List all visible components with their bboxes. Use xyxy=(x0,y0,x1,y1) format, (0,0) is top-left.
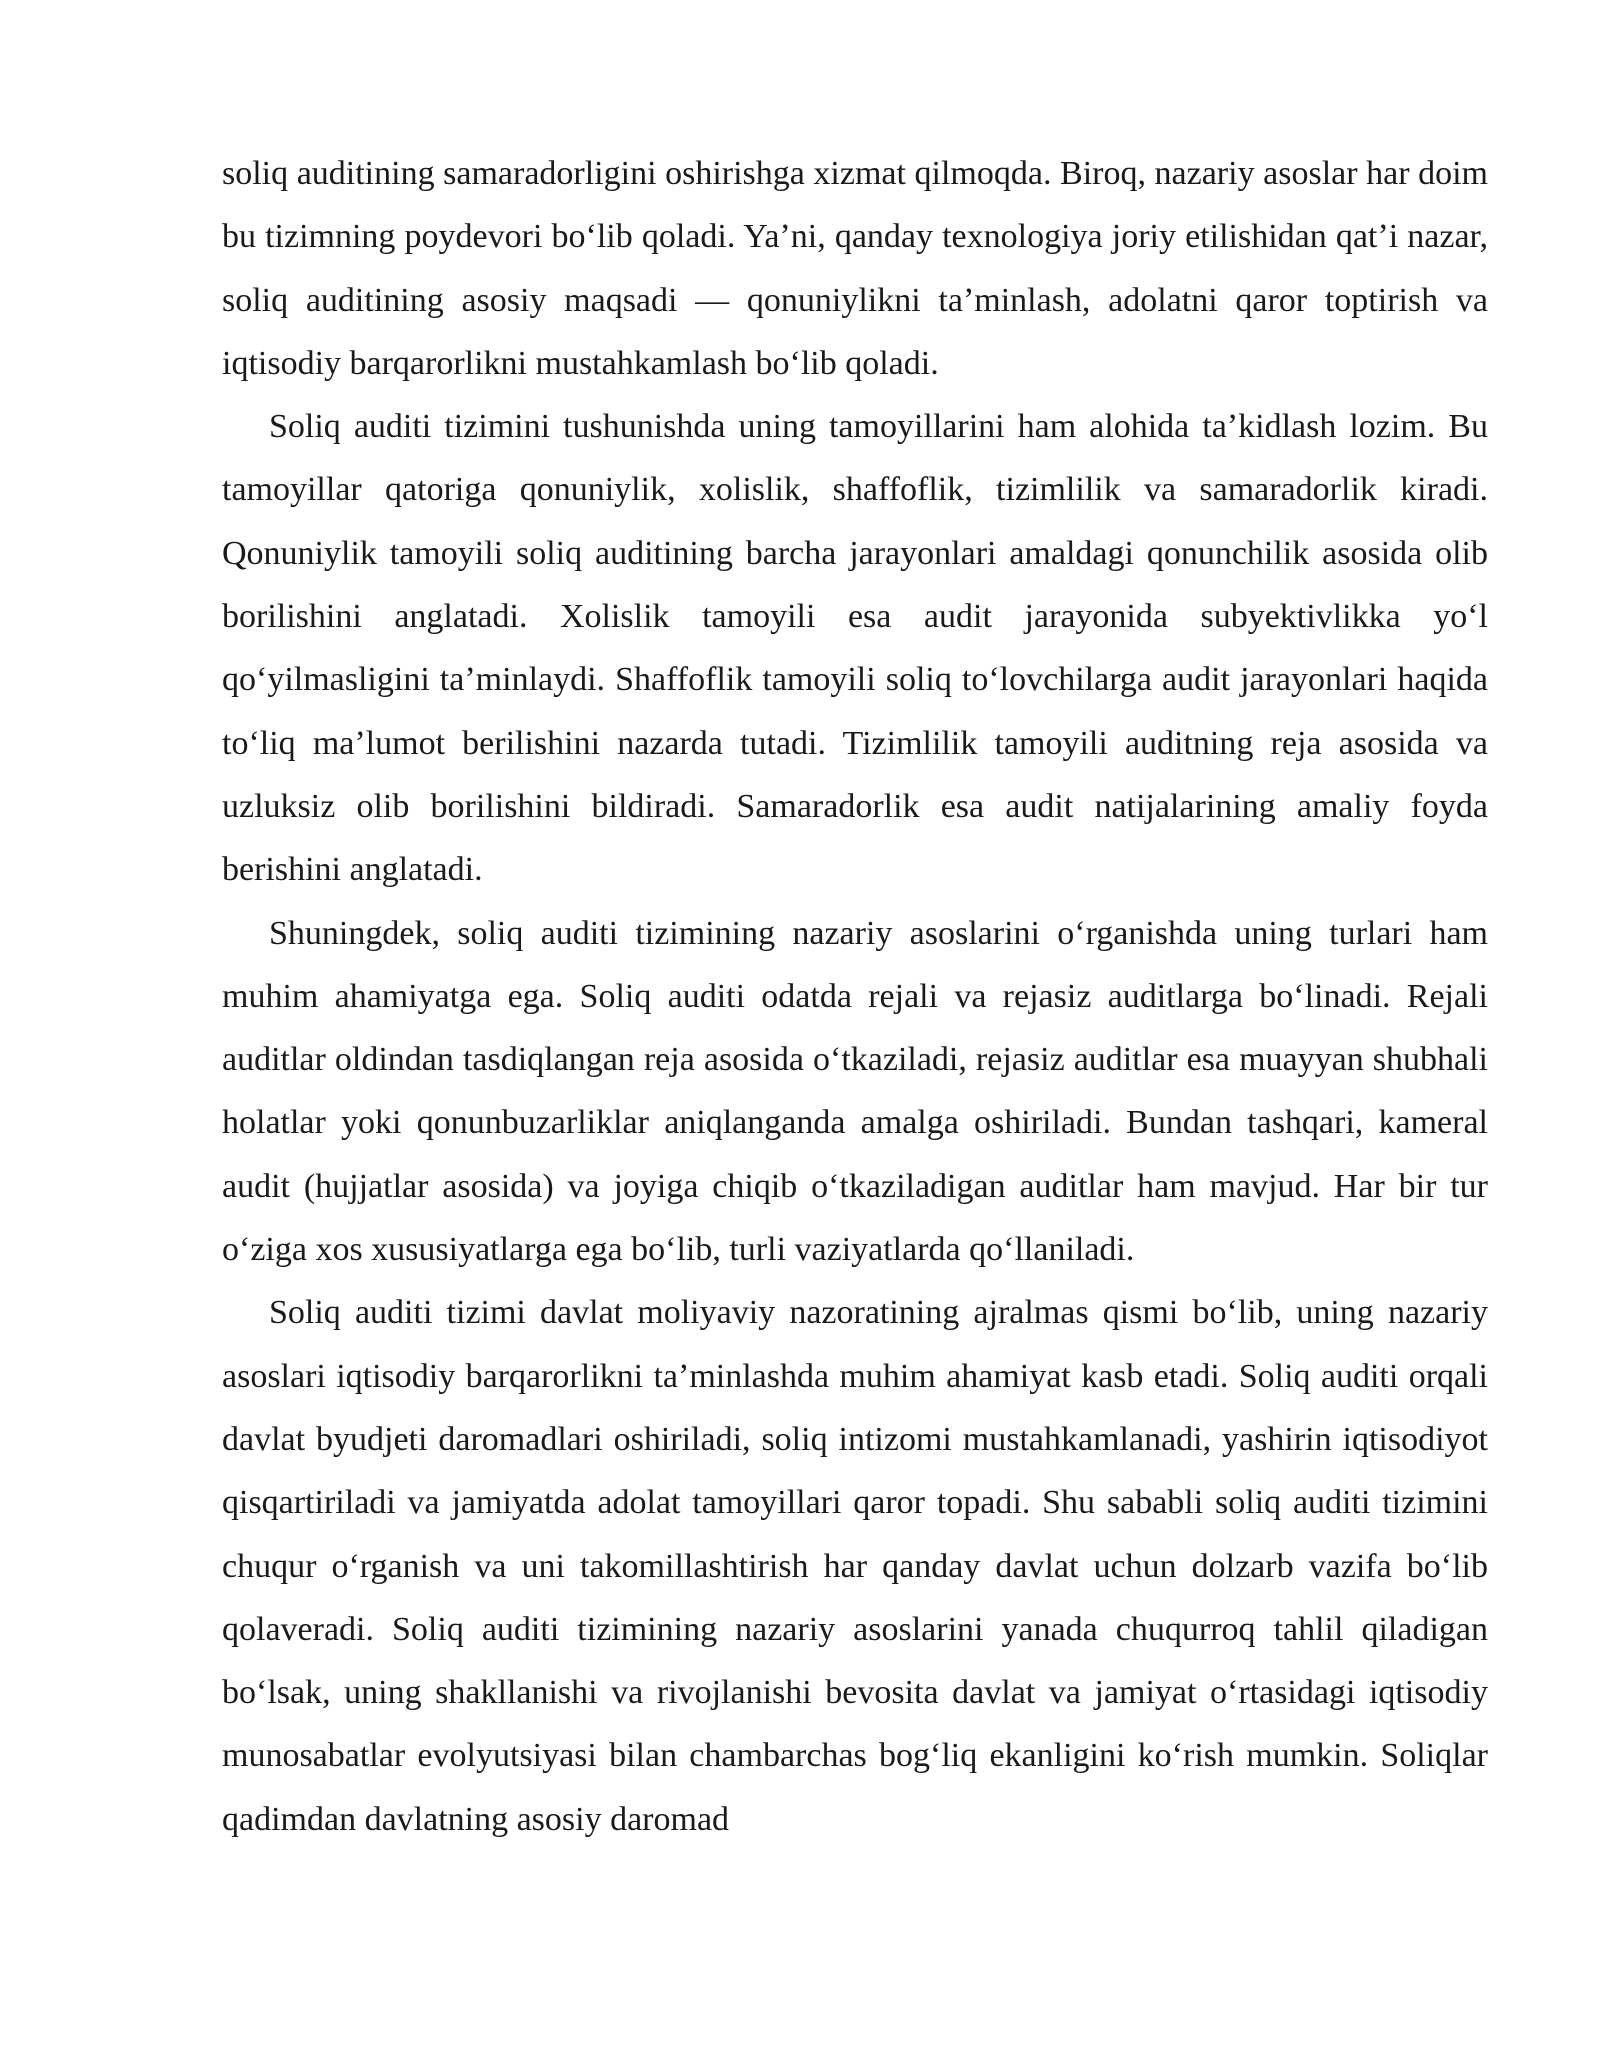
paragraph-4: Soliq auditi tizimi davlat moliyaviy nazoratining ajralmas qismi boʻlib, uning nazariy asoslari iqtisodiy barqarorlikni taʼminlashda muhim ahamiyat kasb etadi. Soliq auditi orqali davlat byudjeti daromadlari oshiriladi, soliq intizomi mustahkamlanadi, yashirin iqtisodiyot qisqartiriladi va jamiyatda adolat tamoyillari qaror topadi. Shu sababli soliq auditi tizimini chuqur oʻrganish va uni takomillashtirish har qanday davlat uchun dolzarb vazifa boʻlib qolaveradi. Soliq auditi tizimining nazariy asoslarini yanada chuqurroq tahlil qiladigan boʻlsak, uning shakllanishi va rivojlanishi bevosita davlat va jamiyat oʻrtasidagi iqtisodiy munosabatlar evolyutsiyasi bilan chambarchas bogʻliq ekanligini koʻrish mumkin. Soliqlar qadimdan davlatning asosiy daromad xyxy=(222,1294,1488,1838)
document-page xyxy=(222,142,1488,1851)
paragraph-2: Soliq auditi tizimini tushunishda uning tamoyillarini ham alohida taʼkidlash lozim. Bu tamoyillar qatoriga qonuniylik, xolislik, shaffoflik, tizimlilik va samaradorlik kiradi. Qonuniylik tamoyili soliq auditining barcha jarayonlari amaldagi qonunchilik asosida olib borilishini anglatadi. Xolislik tamoyili esa audit jarayonida subyektivlikka yoʻl qoʻyilmasligini taʼminlaydi. Shaffoflik tamoyili soliq toʻlovchilarga audit jarayonlari haqida toʻliq maʼlumot berilishini nazarda tutadi. Tizimlilik tamoyili auditning reja asosida va uzluksiz olib borilishini bildiradi. Samaradorlik esa audit natijalarining amaliy foyda berishini anglatadi. xyxy=(222,408,1488,889)
paragraph-1: soliq auditining samaradorligini oshirishga xizmat qilmoqda. Biroq, nazariy asoslar har doim bu tizimning poydevori boʻlib qoladi. Yaʼni, qanday texnologiya joriy etilishidan qatʼi nazar, soliq auditining asosiy maqsadi — qonuniylikni taʼminlash, adolatni qaror toptirish va iqtisodiy barqarorlikni mustahkamlash boʻlib qoladi. xyxy=(222,155,1488,382)
paragraph-3: Shuningdek, soliq auditi tizimining nazariy asoslarini oʻrganishda uning turlari ham muhim ahamiyatga ega. Soliq auditi odatda rejali va rejasiz auditlarga boʻlinadi. Rejali auditlar oldindan tasdiqlangan reja asosida oʻtkaziladi, rejasiz auditlar esa muayyan shubhali holatlar yoki qonunbuzarliklar aniqlanganda amalga oshiriladi. Bundan tashqari, kameral audit (hujjatlar asosida) va joyiga chiqib oʻtkaziladigan auditlar ham mavjud. Har bir tur oʻziga xos xususiyatlarga ega boʻlib, turli vaziyatlarda qoʻllaniladi. xyxy=(222,914,1488,1269)
